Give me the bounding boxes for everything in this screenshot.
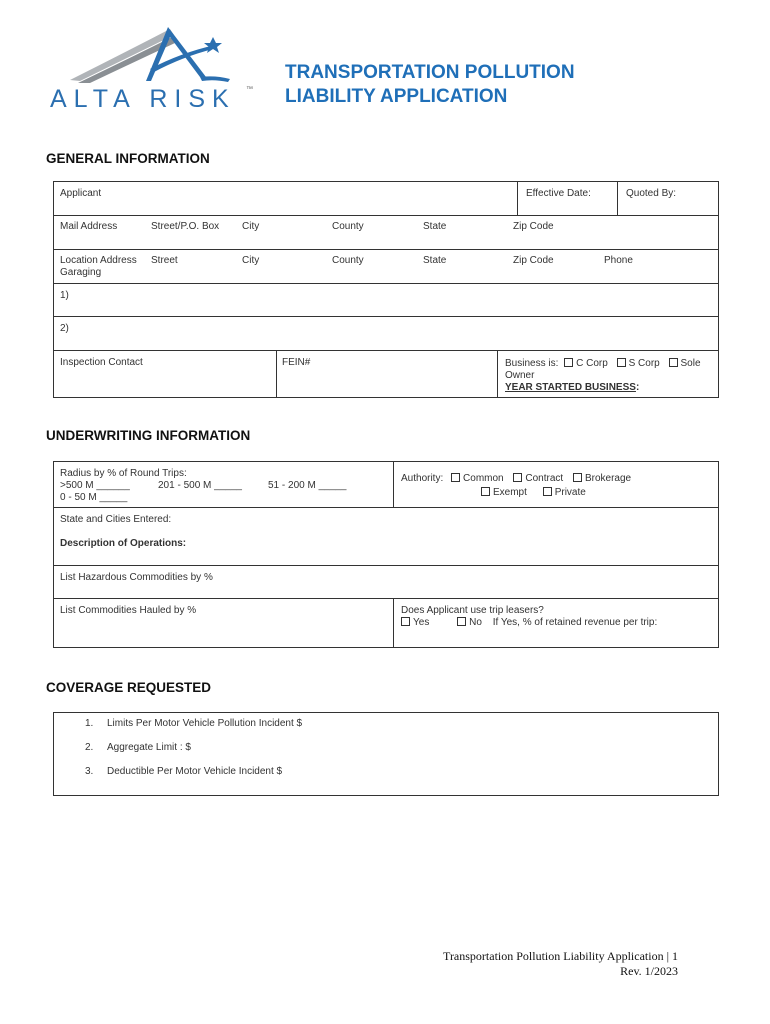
exempt-checkbox[interactable] (481, 487, 490, 496)
year-started-label: YEAR STARTED BUSINESS (505, 382, 636, 393)
underwriting-information-heading: UNDERWRITING INFORMATION (46, 428, 251, 443)
footer (443, 949, 678, 979)
contract-checkbox[interactable] (513, 473, 522, 482)
general-information-heading: GENERAL INFORMATION (46, 151, 210, 166)
authority-label: Authority: (401, 473, 444, 484)
location-city-field[interactable]: City (242, 255, 260, 266)
common-checkbox[interactable] (451, 473, 460, 482)
coverage-requested-heading: COVERAGE REQUESTED (46, 680, 212, 695)
title-line-1: TRANSPORTATION POLLUTION (285, 62, 575, 83)
s-corp-checkbox[interactable] (617, 358, 626, 367)
exempt-label: Exempt (493, 487, 527, 498)
sole-label: Sole (680, 358, 701, 369)
aggregate-limit-field[interactable]: Aggregate Limit : $ (107, 742, 191, 753)
mail-zip-field[interactable]: Zip Code (513, 221, 554, 232)
location-street-field[interactable]: Street (151, 255, 178, 266)
contract-label: Contract (525, 473, 564, 484)
description-operations-field[interactable]: Description of Operations: (60, 538, 187, 549)
s-corp-label: S Corp (628, 358, 660, 369)
mail-address-label: Mail Address (60, 221, 118, 232)
coverage-item-3-num: 3. (85, 766, 94, 777)
retained-revenue-field[interactable]: If Yes, % of retained revenue per trip: (492, 617, 658, 628)
location-row-1[interactable]: 1) (60, 290, 69, 301)
mountain-star-icon (50, 25, 270, 87)
coverage-item-1-num: 1. (85, 718, 94, 729)
trip-leasers-options (401, 617, 657, 629)
inspection-contact-field[interactable]: Inspection Contact (60, 357, 143, 368)
coverage-item-2-num: 2. (85, 742, 94, 753)
footer-title: Transportation Pollution Liability Application | 1 (443, 949, 678, 963)
quoted-by-field[interactable]: Quoted By: (626, 188, 677, 199)
sole-owner-checkbox[interactable] (669, 358, 678, 367)
brokerage-label: Brokerage (584, 473, 632, 484)
mail-street-field[interactable]: Street/P.O. Box (151, 221, 220, 232)
trip-leasers-yes-checkbox[interactable] (401, 617, 410, 626)
authority-group (401, 473, 631, 485)
deductible-field[interactable]: Deductible Per Motor Vehicle Incident $ (107, 766, 283, 777)
document-title (285, 61, 575, 109)
trip-leasers-no-checkbox[interactable] (457, 617, 466, 626)
states-cities-field[interactable]: State and Cities Entered: (60, 514, 172, 525)
private-checkbox[interactable] (543, 487, 552, 496)
trip-leasers-question: Does Applicant use trip leasers? (401, 605, 544, 616)
mail-city-field[interactable]: City (242, 221, 260, 232)
radius-label: Radius by % of Round Trips: (60, 468, 187, 479)
radius-0-field[interactable]: 0 - 50 M _____ (60, 492, 128, 503)
alta-risk-logo (50, 25, 270, 113)
owner-label: Owner (505, 370, 535, 381)
trademark: ™ (246, 86, 253, 93)
phone-field[interactable]: Phone (604, 255, 633, 266)
location-zip-field[interactable]: Zip Code (513, 255, 554, 266)
hazardous-commodities-field[interactable]: List Hazardous Commodities by % (60, 572, 213, 583)
common-label: Common (463, 473, 504, 484)
c-corp-label: C Corp (576, 358, 608, 369)
no-label: No (469, 617, 482, 628)
location-county-field[interactable]: County (332, 255, 364, 266)
brokerage-checkbox[interactable] (573, 473, 582, 482)
brand-name: ALTA RISK (50, 85, 236, 113)
footer-revision: Rev. 1/2023 (620, 964, 678, 978)
year-started-field[interactable] (505, 382, 639, 394)
business-is-label: Business is: (505, 358, 559, 369)
c-corp-checkbox[interactable] (564, 358, 573, 367)
business-type-group (505, 358, 701, 370)
limits-per-incident-field[interactable]: Limits Per Motor Vehicle Pollution Incident $ (107, 718, 303, 729)
title-line-2: LIABILITY APPLICATION (285, 86, 508, 107)
fein-field[interactable]: FEIN# (282, 357, 311, 368)
private-label: Private (554, 487, 586, 498)
yes-label: Yes (413, 617, 430, 628)
location-row-2[interactable]: 2) (60, 323, 69, 334)
location-address-label: Location Address (60, 255, 137, 266)
effective-date-field[interactable]: Effective Date: (526, 188, 591, 199)
mail-county-field[interactable]: County (332, 221, 364, 232)
radius-500-field[interactable]: >500 M ______ (60, 480, 130, 491)
garaging-label: Garaging (60, 267, 102, 278)
radius-201-field[interactable]: 201 - 500 M _____ (158, 480, 242, 491)
commodities-hauled-field[interactable]: List Commodities Hauled by % (60, 605, 197, 616)
authority-group-2 (481, 487, 586, 499)
year-started-colon: : (635, 382, 640, 393)
mail-state-field[interactable]: State (423, 221, 447, 232)
applicant-field[interactable]: Applicant (60, 188, 102, 199)
location-state-field[interactable]: State (423, 255, 447, 266)
radius-51-field[interactable]: 51 - 200 M _____ (268, 480, 347, 491)
